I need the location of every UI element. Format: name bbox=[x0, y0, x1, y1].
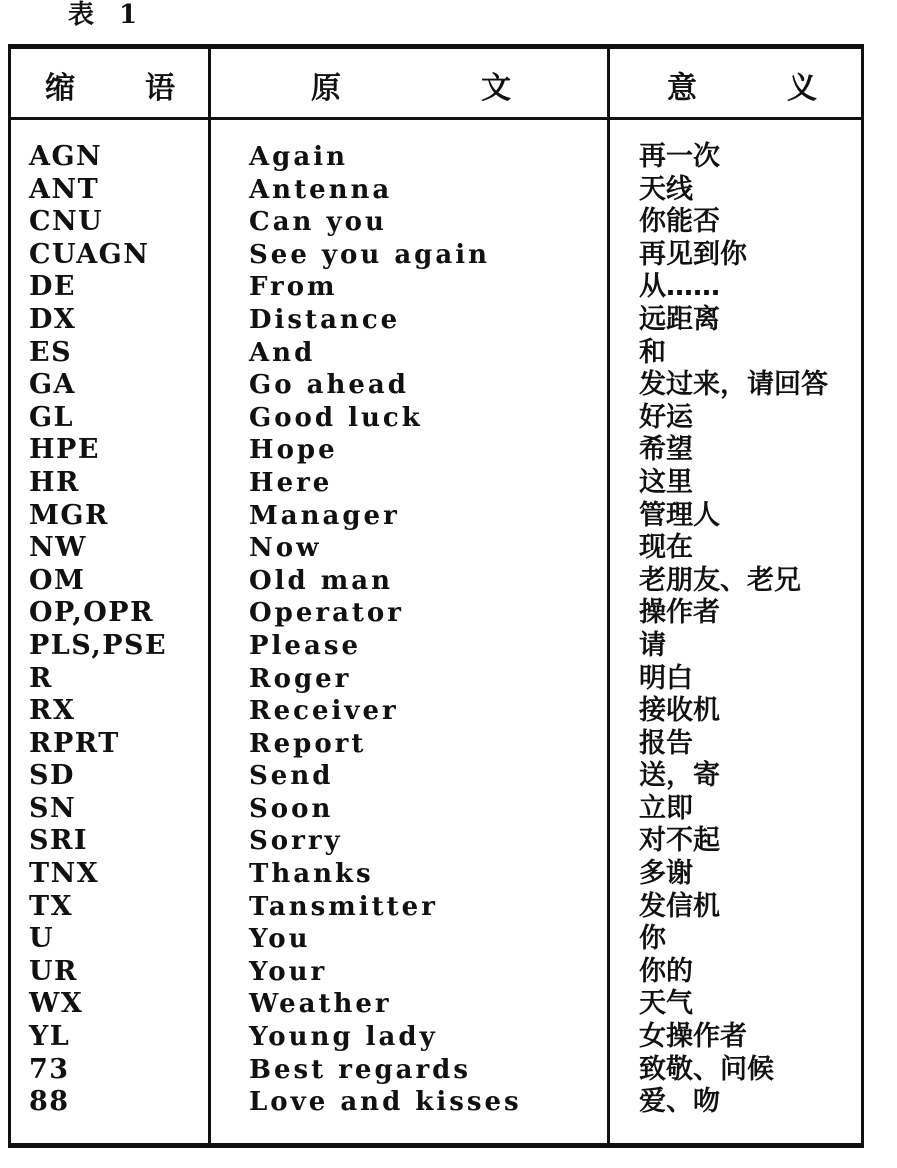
original-text-cell: Soon bbox=[249, 793, 334, 824]
original-text-cell: Good luck bbox=[249, 402, 423, 433]
abbreviation-cell: RX bbox=[29, 695, 76, 727]
meaning-cell: 再一次 bbox=[639, 141, 720, 172]
abbreviation-cell: GA bbox=[29, 369, 77, 401]
abbreviation-cell: RPRT bbox=[29, 727, 120, 759]
table-row bbox=[11, 239, 861, 272]
abbreviation-cell: OP,OPR bbox=[29, 597, 155, 629]
meaning-cell: 现在 bbox=[639, 532, 693, 564]
table-row bbox=[11, 825, 861, 858]
abbreviation-cell: MGR bbox=[29, 499, 109, 531]
original-text-cell: From bbox=[249, 272, 338, 303]
abbreviation-cell: DX bbox=[29, 303, 77, 335]
meaning-cell: 明白 bbox=[639, 662, 693, 694]
original-text-cell: Sorry bbox=[249, 826, 343, 857]
abbreviation-cell: ES bbox=[29, 336, 73, 368]
table-row bbox=[11, 1021, 861, 1054]
header-abbreviation-char: 缩 bbox=[45, 71, 75, 106]
original-text-cell: Please bbox=[249, 630, 361, 661]
abbreviation-cell: PLS,PSE bbox=[29, 629, 168, 661]
header-meaning bbox=[667, 65, 817, 105]
table-row bbox=[11, 793, 861, 826]
meaning-cell: 管理人 bbox=[639, 499, 720, 531]
meaning-cell: 你的 bbox=[639, 955, 693, 987]
original-text-cell: Receiver bbox=[249, 696, 399, 727]
table-row bbox=[11, 988, 861, 1021]
meaning-cell: 好运 bbox=[639, 401, 693, 433]
original-text-cell: Can you bbox=[249, 207, 387, 238]
meaning-cell: 老朋友、老兄 bbox=[639, 564, 801, 596]
table-row bbox=[11, 369, 861, 402]
header-meaning-char: 义 bbox=[787, 71, 817, 106]
meaning-cell: 请 bbox=[639, 629, 666, 661]
header-original bbox=[311, 65, 511, 105]
original-text-cell: Best regards bbox=[249, 1054, 471, 1085]
table-row bbox=[11, 206, 861, 239]
abbreviation-table bbox=[8, 44, 864, 1148]
original-text-cell: Report bbox=[249, 728, 367, 759]
abbreviation-cell: TX bbox=[29, 890, 74, 922]
original-text-cell: Again bbox=[249, 142, 348, 172]
abbreviation-cell: CUAGN bbox=[29, 238, 150, 270]
header-abbreviation bbox=[45, 65, 175, 105]
meaning-cell: 多谢 bbox=[639, 858, 693, 890]
table-row bbox=[11, 402, 861, 435]
meaning-cell: 对不起 bbox=[639, 825, 720, 857]
table-row bbox=[11, 663, 861, 696]
table-row bbox=[11, 174, 861, 207]
meaning-cell: 发信机 bbox=[639, 890, 720, 922]
meaning-cell: 发过来，请回答 bbox=[639, 369, 828, 401]
table-row bbox=[11, 337, 861, 370]
table-row bbox=[11, 858, 861, 891]
meaning-cell: 致敬、问候 bbox=[639, 1053, 774, 1085]
meaning-cell: 从…… bbox=[639, 271, 720, 303]
original-text-cell: Hope bbox=[249, 435, 338, 466]
abbreviation-cell: HR bbox=[29, 466, 80, 498]
original-text-cell: Antenna bbox=[249, 174, 393, 205]
abbreviation-cell: OM bbox=[29, 564, 86, 596]
abbreviation-cell: NW bbox=[29, 532, 88, 564]
meaning-cell: 送，寄 bbox=[639, 760, 720, 792]
abbreviation-cell: GL bbox=[29, 401, 75, 433]
original-text-cell: Tansmitter bbox=[249, 891, 438, 922]
abbreviation-cell: SD bbox=[29, 760, 75, 792]
original-text-cell: Your bbox=[249, 956, 328, 987]
header-original-char: 文 bbox=[481, 71, 511, 106]
header-meaning-char: 意 bbox=[667, 71, 697, 106]
original-text-cell: Go ahead bbox=[249, 370, 409, 401]
original-text-cell: Thanks bbox=[249, 859, 374, 890]
table-row bbox=[11, 271, 861, 304]
abbreviation-cell: 88 bbox=[29, 1086, 70, 1118]
table-row bbox=[11, 630, 861, 663]
meaning-cell: 操作者 bbox=[639, 597, 720, 629]
table-row bbox=[11, 500, 861, 533]
abbreviation-cell: CNU bbox=[29, 206, 104, 238]
meaning-cell: 天线 bbox=[639, 173, 693, 205]
abbreviation-cell: U bbox=[29, 923, 55, 955]
meaning-cell: 报告 bbox=[639, 727, 693, 759]
table-row bbox=[11, 434, 861, 467]
header-divider bbox=[11, 117, 861, 120]
table-row bbox=[11, 565, 861, 598]
table-row bbox=[11, 891, 861, 924]
original-text-cell: Old man bbox=[249, 565, 394, 596]
table-body bbox=[11, 141, 861, 1119]
original-text-cell: Love and kisses bbox=[249, 1087, 522, 1118]
abbreviation-cell: HPE bbox=[29, 434, 100, 466]
abbreviation-cell: SN bbox=[29, 792, 77, 824]
meaning-cell: 希望 bbox=[639, 434, 693, 466]
original-text-cell: Send bbox=[249, 761, 334, 792]
meaning-cell: 天气 bbox=[639, 988, 693, 1020]
table-row bbox=[11, 956, 861, 989]
table-row bbox=[11, 141, 861, 174]
table-caption: 表 1 bbox=[68, 0, 146, 30]
meaning-cell: 女操作者 bbox=[639, 1021, 747, 1053]
abbreviation-cell: R bbox=[29, 662, 53, 694]
original-text-cell: See you again bbox=[249, 239, 490, 270]
original-text-cell: Manager bbox=[249, 500, 400, 531]
table-row bbox=[11, 304, 861, 337]
abbreviation-cell: AGN bbox=[29, 141, 103, 172]
table-row bbox=[11, 1086, 861, 1119]
original-text-cell: Young lady bbox=[249, 1022, 438, 1053]
original-text-cell: Roger bbox=[249, 663, 352, 694]
header-original-char: 原 bbox=[311, 71, 341, 106]
abbreviation-cell: ANT bbox=[29, 173, 100, 205]
original-text-cell: And bbox=[249, 337, 316, 368]
original-text-cell: You bbox=[249, 924, 311, 955]
original-text-cell: Weather bbox=[249, 989, 392, 1020]
table-row bbox=[11, 467, 861, 500]
table-row bbox=[11, 728, 861, 761]
table-row bbox=[11, 695, 861, 728]
abbreviation-cell: SRI bbox=[29, 825, 89, 857]
meaning-cell: 立即 bbox=[639, 792, 693, 824]
table-row bbox=[11, 760, 861, 793]
header-abbreviation-char: 语 bbox=[145, 71, 175, 106]
table-row bbox=[11, 1054, 861, 1087]
meaning-cell: 爱、吻 bbox=[639, 1086, 720, 1118]
original-text-cell: Now bbox=[249, 533, 322, 564]
meaning-cell: 远距离 bbox=[639, 303, 720, 335]
meaning-cell: 接收机 bbox=[639, 695, 720, 727]
table-row bbox=[11, 923, 861, 956]
abbreviation-cell: UR bbox=[29, 955, 78, 987]
abbreviation-cell: TNX bbox=[29, 858, 100, 890]
abbreviation-cell: YL bbox=[29, 1021, 71, 1053]
meaning-cell: 再见到你 bbox=[639, 238, 747, 270]
table-row bbox=[11, 532, 861, 565]
meaning-cell: 你能否 bbox=[639, 206, 720, 238]
abbreviation-cell: 73 bbox=[29, 1053, 70, 1085]
table-row bbox=[11, 597, 861, 630]
original-text-cell: Operator bbox=[249, 598, 404, 629]
original-text-cell: Distance bbox=[249, 304, 401, 335]
meaning-cell: 你 bbox=[639, 923, 666, 955]
original-text-cell: Here bbox=[249, 467, 333, 498]
abbreviation-cell: WX bbox=[29, 988, 84, 1020]
meaning-cell: 和 bbox=[639, 336, 666, 368]
meaning-cell: 这里 bbox=[639, 466, 693, 498]
abbreviation-cell: DE bbox=[29, 271, 76, 303]
